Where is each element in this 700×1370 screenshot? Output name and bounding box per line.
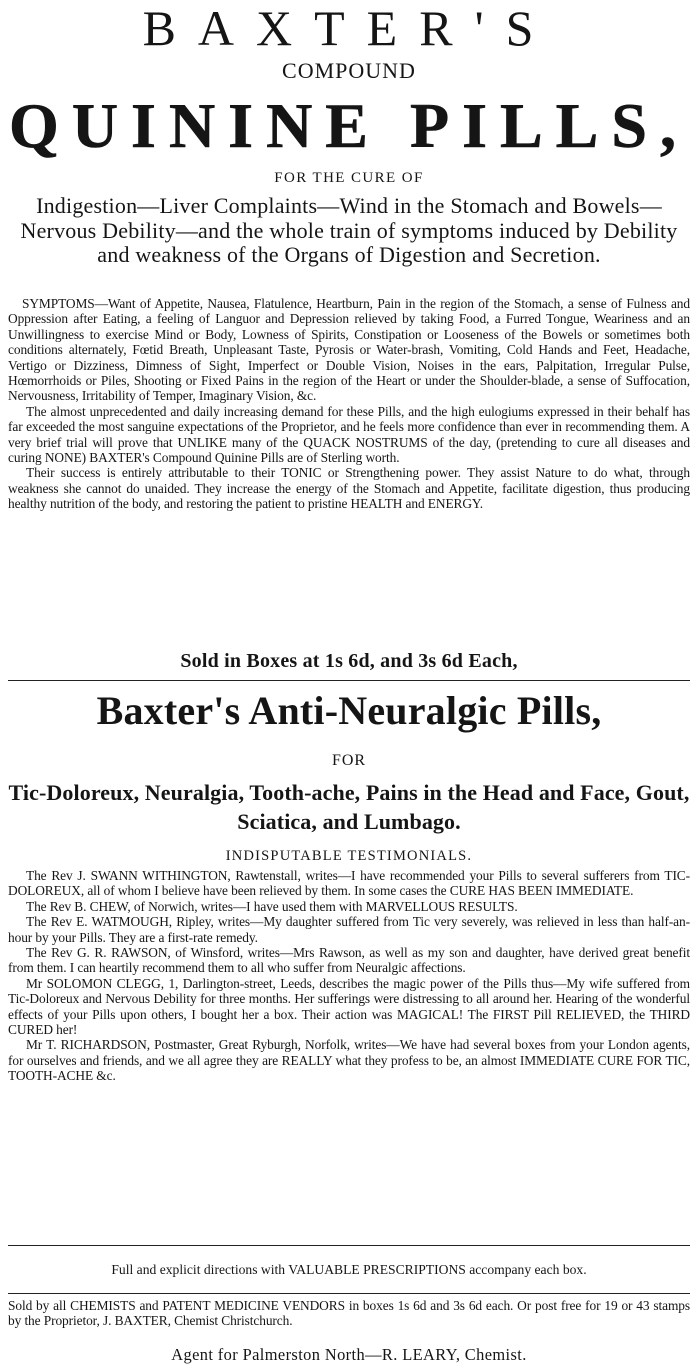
brand-title: BAXTER'S [142, 0, 556, 56]
success-paragraph: Their success is entirely attributable to their TONIC or Strengthening power. They assist Nature to do what, through weakness she cannot do unaided. They increase the energy of the Stomach and Appetite, facilitate digestion, thus producing healthy nutrition of the body, and restoring the patient to pristine HEALTH and ENERGY. [8, 465, 690, 512]
divider [8, 1293, 690, 1294]
agent-line: Agent for Palmerston North—R. LEARY, Chemist. [171, 1345, 527, 1364]
sold-by-text: Sold by all CHEMISTS and PATENT MEDICINE VENDORS in boxes 1s 6d and 3s 6d each. Or post free for 19 or 43 stamps by the Proprietor, J. BAXTER, Chemist Christchurch. [8, 1298, 690, 1329]
testimonials-list [8, 868, 690, 1084]
sold-by-section [8, 1298, 690, 1329]
testimonial-item: The Rev G. R. RAWSON, of Winsford, writes—Mrs Rawson, as well as my son and daughter, have derived great benefit from them. I can heartily recommend them to all who suffer from Neuralgic affections. [8, 945, 690, 976]
symptoms-section [8, 296, 690, 512]
testimonial-item: Mr T. RICHARDSON, Postmaster, Great Ryburgh, Norfolk, writes—We have had several boxes from your London agents, for ourselves and friends, and we all agree they are REALLY what they profess to be, an almost IMMEDIATE CURE FOR TIC, TOOTH-ACHE &c. [8, 1037, 690, 1084]
for-heading: FOR [331, 752, 367, 769]
directions-line: Full and explicit directions with VALUABLE PRESCRIPTIONS accompany each box. [111, 1262, 587, 1277]
product-title: QUININE PILLS, [9, 90, 689, 161]
testimonial-item: The Rev J. SWANN WITHINGTON, Rawtenstall, writes—I have recommended your Pills to several sufferers from TIC-DOLOREUX, all of whom I believe have been relieved by them. In some cases the CURE HAS BEEN IMMEDIATE. [8, 868, 690, 899]
testimonial-item: The Rev E. WATMOUGH, Ripley, writes—My daughter suffered from Tic very severely, was relieved in less than half-an-hour by your Pills. They are a first-rate remedy. [8, 914, 690, 945]
for-cure-heading: FOR THE CURE OF [274, 170, 424, 186]
testimonial-item: The Rev B. CHEW, of Norwich, writes—I have used them with MARVELLOUS RESULTS. [26, 898, 518, 914]
ailments-text: Tic-Doloreux, Neuralgia, Tooth-ache, Pains in the Head and Face, Gout, Sciatica, and Lumbago. [8, 780, 690, 834]
price-line: Sold in Boxes at 1s 6d, and 3s 6d Each, [180, 650, 518, 672]
compound-subtitle: COMPOUND [282, 58, 416, 83]
divider [8, 680, 690, 681]
anti-neuralgic-title: Baxter's Anti-Neuralgic Pills, [96, 688, 602, 733]
symptoms-paragraph: SYMPTOMS—Want of Appetite, Nausea, Flatulence, Heartburn, Pain in the region of the Stomach, a sense of Fulness and Oppression after Eating, a feeling of Languor and Depression relieved by taking Food, a Furred Tongue, Weariness and an Unwillingness to exercise Mind or Body, Lowness of Spirits, Constipation or Looseness of the Bowels or sometimes both conditions alternately, Fœtid Breath, Unpleasant Taste, Pyrosis or Water-brash, Vomiting, Cold Hands and Feet, Headache, Vertigo or Dizziness, Dimness of Sight, Imperfect or Double Vision, Noises in the ears, Palpitation, Irregular Pulse, Hœmorrhoids or Piles, Shooting or Fixed Pains in the region of the Heart or under the Shoulder-blade, a sense of Suffocation, Nervousness, Irritability of Temper, Imaginary Vision, &c. [8, 296, 690, 404]
testimonials-heading: INDISPUTABLE TESTIMONIALS. [225, 848, 473, 864]
testimonial-item: Mr SOLOMON CLEGG, 1, Darlington-street, Leeds, describes the magic power of the Pills thus—My wife suffered from Tic-Doloreux and Nervous Debility for three months. Her sufferings were distressing to all around her. Hearing of the wonderful effects of your Pills upon others, I bought her a box. Their action was MAGICAL! The FIRST Pill RELIEVED, the THIRD CURED her! [8, 975, 690, 1038]
demand-paragraph: The almost unprecedented and daily increasing demand for these Pills, and the high eulogiums expressed in their behalf has far exceeded the most sanguine expectations of the Proprietor, and he feels more confidence than ever in recommending them. A very brief trial will prove that UNLIKE many of the QUACK NOSTRUMS of the day, (pretending to cure all diseases and curing NONE) BAXTER's Compound Quinine Pills are of Sterling worth. [8, 403, 690, 466]
indications-text: Indigestion—Liver Complaints—Wind in the Stomach and Bowels—Nervous Debility—and the whole train of symptoms induced by Debility and weakness of the Organs of Digestion and Secretion. [20, 193, 678, 267]
divider [8, 1245, 690, 1246]
